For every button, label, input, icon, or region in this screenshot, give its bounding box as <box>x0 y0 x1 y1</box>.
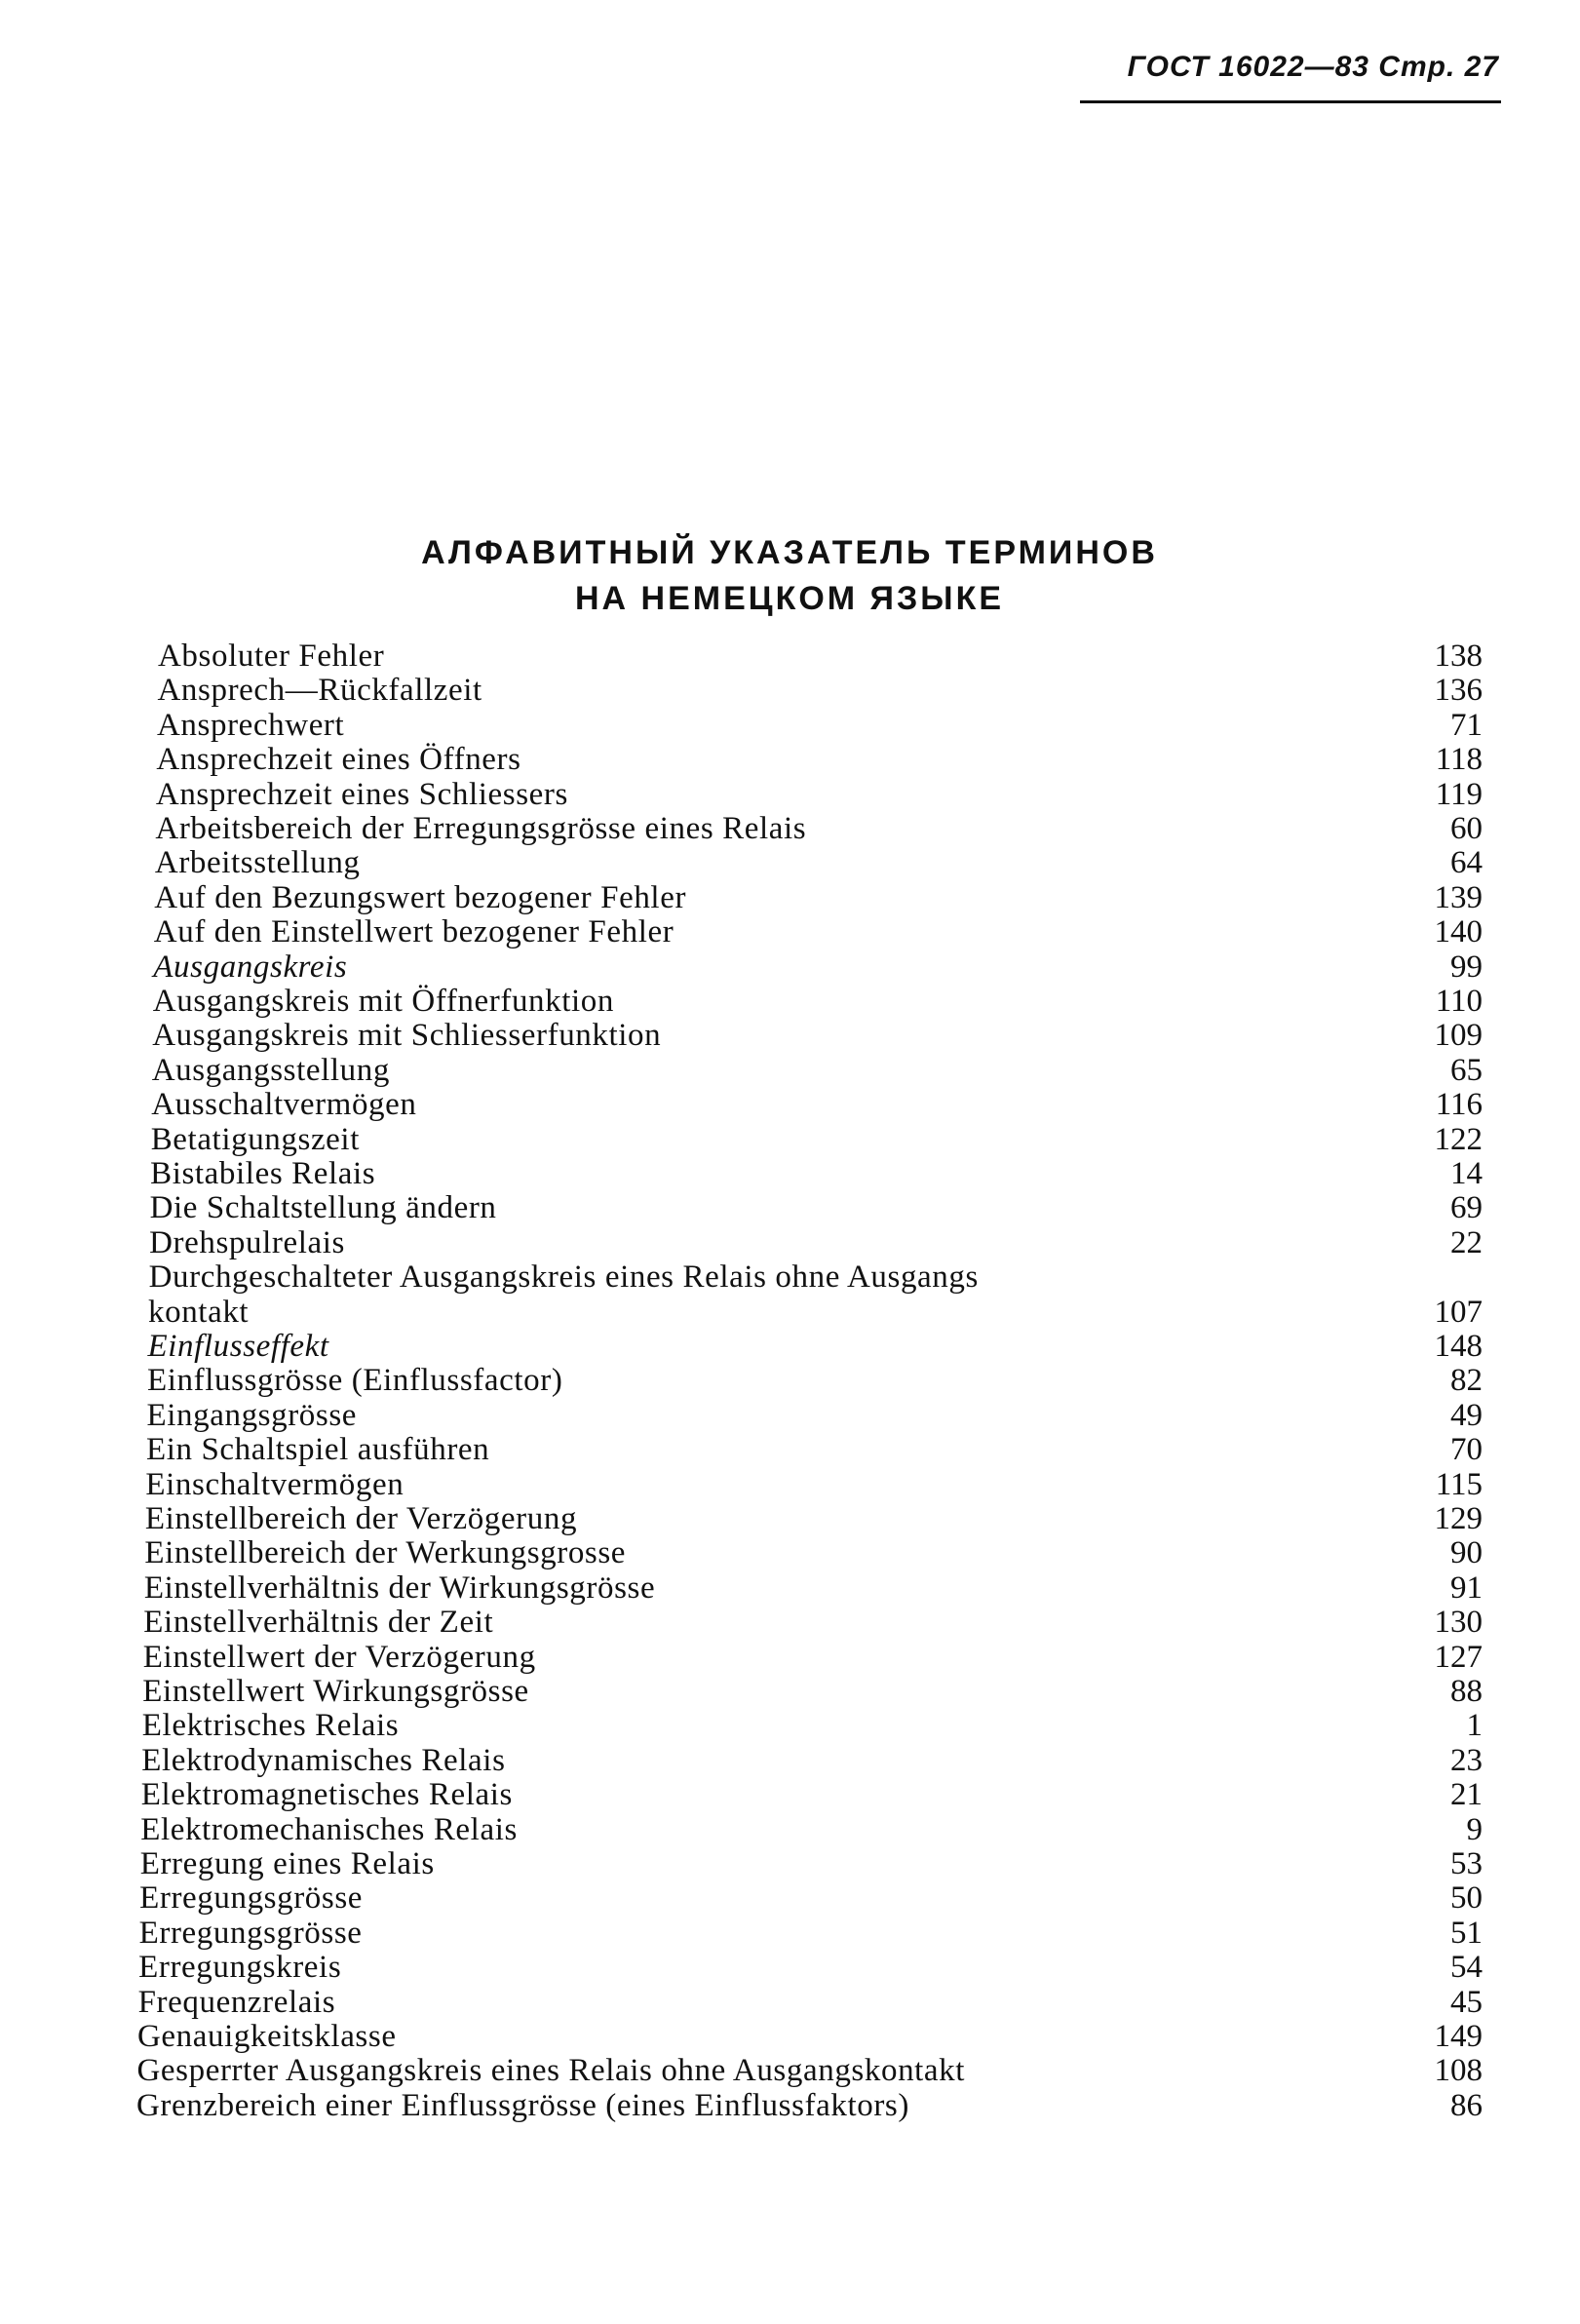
index-term: Durchgeschalteter Ausgangskreis eines Relais ohne Ausgangs <box>148 1259 979 1296</box>
index-page-number: 65 <box>1450 1052 1483 1088</box>
index-page-number: 86 <box>1450 2087 1483 2123</box>
index-entry <box>0 845 1580 880</box>
index-term: Einstellbereich der Verzögerung <box>144 1501 578 1536</box>
index-entry <box>0 1259 1580 1295</box>
index-term: Einstellwert Wirkungsgrösse <box>142 1674 529 1709</box>
index-entry <box>0 1674 1580 1709</box>
index-page-number: 64 <box>1450 845 1483 881</box>
index-term: Einflussgrösse (Einflussfactor) <box>147 1363 563 1399</box>
index-entry <box>0 1398 1580 1433</box>
index-entry <box>0 777 1580 812</box>
index-page-number: 91 <box>1450 1569 1483 1606</box>
index-page-number: 149 <box>1434 2019 1483 2054</box>
index-term: Auf den Bezungswert bezogener Fehler <box>154 879 687 915</box>
index-term: Ansprechzeit eines Öffners <box>156 742 521 778</box>
index-term: Ausgangsstellung <box>151 1052 390 1088</box>
index-page-number: 122 <box>1434 1121 1483 1157</box>
index-term: Ausgangskreis <box>153 949 348 985</box>
index-page-number: 1 <box>1466 1708 1483 1744</box>
index-term: Einstellbereich der Werkungsgrosse <box>144 1535 627 1571</box>
index-term: Einflusseffekt <box>147 1329 329 1364</box>
index-page-number: 82 <box>1450 1363 1483 1399</box>
index-entry <box>0 1156 1580 1191</box>
index-term: Arbeitsstellung <box>154 845 361 881</box>
index-page-number: 130 <box>1434 1605 1483 1641</box>
index-entry <box>0 1122 1580 1157</box>
index-entry <box>0 639 1580 674</box>
index-page-number: 45 <box>1450 1984 1483 2020</box>
index-entry <box>0 811 1580 846</box>
index-page-number: 88 <box>1450 1674 1483 1709</box>
index-entry <box>0 949 1580 985</box>
index-entry <box>0 1501 1580 1536</box>
index-entry <box>0 1985 1580 2020</box>
index-page-number: 53 <box>1450 1846 1483 1881</box>
index-page-number: 71 <box>1450 707 1483 743</box>
index-page-number: 107 <box>1434 1294 1483 1330</box>
index-title-line-2: НА НЕМЕЦКОМ ЯЗЫКЕ <box>574 580 1005 617</box>
index-page-number: 90 <box>1450 1535 1483 1571</box>
index-page-number: 140 <box>1434 914 1483 950</box>
index-term: Die Schaltstellung ändern <box>149 1190 497 1226</box>
index-entry <box>0 2053 1580 2088</box>
index-term: Elektrisches Relais <box>141 1708 400 1744</box>
index-page-number: 108 <box>1434 2053 1483 2089</box>
index-term: Erregung eines Relais <box>139 1846 435 1881</box>
index-entry <box>0 914 1580 949</box>
index-entry <box>0 1018 1580 1053</box>
index-entry <box>0 1570 1580 1606</box>
index-page-number: 70 <box>1450 1432 1483 1468</box>
index-page-number: 50 <box>1450 1880 1483 1917</box>
index-term: Eingangsgrösse <box>146 1397 358 1433</box>
index-page-number: 54 <box>1450 1950 1483 1986</box>
index-entry <box>0 984 1580 1019</box>
index-term: Elektromechanisches Relais <box>140 1811 518 1847</box>
index-entry <box>0 1777 1580 1812</box>
index-term: kontakt <box>148 1294 250 1330</box>
index-entry <box>0 673 1580 708</box>
index-term: Ausgangskreis mit Öffnerfunktion <box>152 984 614 1019</box>
running-head: ГОСТ 16022—83 Стр. 27 <box>1127 51 1499 83</box>
index-term: Ausschaltvermögen <box>151 1087 417 1123</box>
index-entry <box>0 1812 1580 1847</box>
index-page-number: 60 <box>1450 811 1483 846</box>
index-entry <box>0 1640 1580 1675</box>
index-page-number: 51 <box>1450 1915 1483 1951</box>
index-page-number: 69 <box>1450 1190 1483 1226</box>
index-entry <box>0 2088 1580 2123</box>
index-page-number: 148 <box>1434 1329 1483 1364</box>
index-term: Grenzbereich einer Einflussgrösse (eines Einflussfaktors) <box>136 2087 909 2123</box>
index-entry <box>0 1225 1580 1260</box>
index-entry <box>0 1087 1580 1122</box>
index-term: Arbeitsbereich der Erregungsgrösse eines Relais <box>155 811 807 846</box>
index-term: Bistabiles Relais <box>150 1156 376 1191</box>
index-page-number: 136 <box>1434 673 1483 709</box>
index-entry <box>0 1467 1580 1502</box>
index-entry <box>0 1363 1580 1398</box>
index-term: Genauigkeitsklasse <box>137 2019 397 2054</box>
index-term: Auf den Einstellwert bezogener Fehler <box>153 914 674 950</box>
index-term: Ansprechwert <box>157 707 345 743</box>
index-entry <box>0 1880 1580 1916</box>
index-term: Erregungsgrösse <box>138 1915 363 1951</box>
index-title-line-1: АЛФАВИТНЫЙ УКАЗАТЕЛЬ ТЕРМИНОВ <box>421 534 1158 571</box>
index-entry <box>0 708 1580 743</box>
index-entry <box>0 1535 1580 1570</box>
index-entry <box>0 2019 1580 2054</box>
index-page-number: 138 <box>1434 639 1483 674</box>
index-term: Elektromagnetisches Relais <box>140 1777 513 1813</box>
index-page-number: 118 <box>1435 742 1483 778</box>
index-page-number: 127 <box>1434 1639 1483 1675</box>
index-entry <box>0 742 1580 777</box>
index-page-number: 21 <box>1450 1777 1483 1813</box>
index-page-number: 49 <box>1450 1397 1483 1433</box>
index-term: Gesperrter Ausgangskreis eines Relais ohne Ausgangskontakt <box>136 2053 966 2089</box>
index-term: Einstellverhältnis der Zeit <box>143 1605 494 1641</box>
index-term: Ein Schaltspiel ausführen <box>146 1432 490 1468</box>
index-entry <box>0 1295 1580 1330</box>
index-page-number: 110 <box>1435 984 1483 1019</box>
index-page-number: 115 <box>1435 1466 1483 1502</box>
index-term: Frequenzrelais <box>137 1984 336 2020</box>
index-page-number: 109 <box>1434 1018 1483 1054</box>
index-entry <box>0 1743 1580 1778</box>
index-term: Einstellverhältnis der Wirkungsgrösse <box>143 1569 656 1606</box>
index-entry <box>0 1432 1580 1467</box>
index-entry <box>0 1708 1580 1743</box>
index-page-number: 9 <box>1466 1811 1483 1847</box>
index-entry <box>0 1916 1580 1951</box>
index-entry <box>0 1329 1580 1364</box>
index-term: Einstellwert der Verzögerung <box>142 1639 536 1675</box>
index-page-number: 119 <box>1435 776 1483 812</box>
index-term: Absoluter Fehler <box>158 639 385 674</box>
index-page-number: 23 <box>1450 1742 1483 1778</box>
index-page-number: 99 <box>1450 949 1483 985</box>
index-entry <box>0 880 1580 915</box>
index-page-number: 22 <box>1450 1224 1483 1260</box>
index-term: Ansprechzeit eines Schliessers <box>155 776 568 812</box>
index-term: Elektrodynamisches Relais <box>141 1742 506 1778</box>
index-page-number: 116 <box>1435 1087 1483 1123</box>
index-term: Ansprech—Rückfallzeit <box>157 673 482 709</box>
index-term: Einschaltvermögen <box>145 1466 405 1502</box>
index-page-number: 129 <box>1434 1501 1483 1536</box>
index-entry <box>0 1605 1580 1640</box>
index-page-number: 14 <box>1450 1156 1483 1191</box>
index-entry <box>0 1053 1580 1088</box>
index-term: Drehspulrelais <box>149 1224 345 1260</box>
index-entry <box>0 1846 1580 1881</box>
index-entry <box>0 1190 1580 1225</box>
index-entry <box>0 1950 1580 1985</box>
index-term: Erregungsgrösse <box>139 1880 364 1917</box>
index-term: Betatigungszeit <box>150 1121 360 1157</box>
index-term: Erregungskreis <box>138 1950 342 1986</box>
index-page-number: 139 <box>1434 879 1483 915</box>
index-term: Ausgangskreis mit Schliesserfunktion <box>152 1018 662 1054</box>
